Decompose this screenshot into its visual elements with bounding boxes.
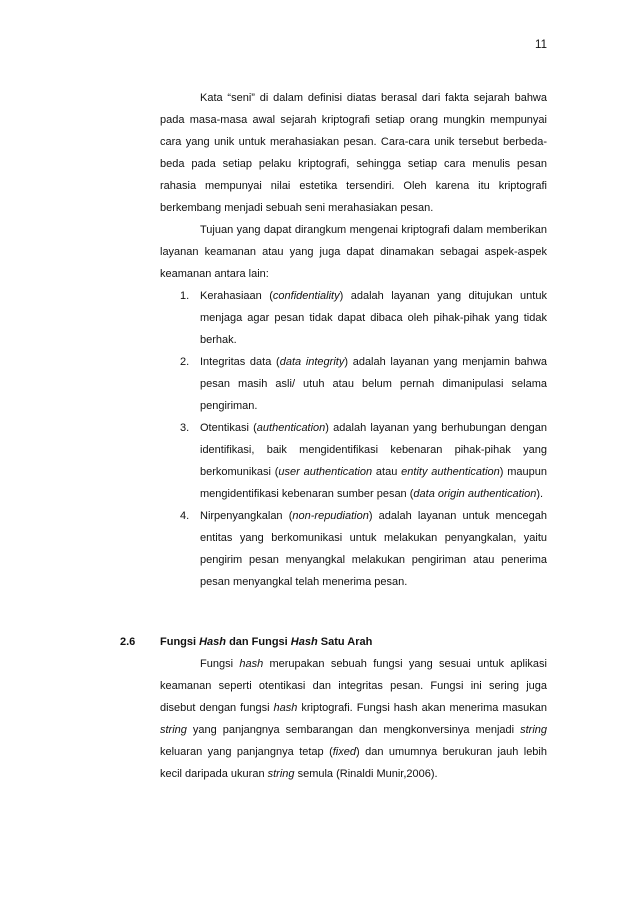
section-title: Satu Arah xyxy=(317,636,373,648)
list-term-en: data integrity xyxy=(279,356,345,368)
text-run-italic: string xyxy=(520,724,547,736)
section-title: Fungsi xyxy=(160,636,200,648)
text-run: keluaran yang panjangnya tetap ( xyxy=(160,746,333,758)
list-term-en: confidentiality xyxy=(272,290,340,302)
paragraph-seni: Kata “seni” di dalam definisi diatas berasal dari fakta sejarah bahwa pada masa-masa awal sejarah kriptografi setiap orang mungkin mempunyai cara yang unik untuk merahasiakan pesan. Cara-cara unik tersebut berbeda-beda pada setiap pelaku kriptografi, sehingga setiap cara menulis pesan rahasia mempunyai nilai estetika tersendiri. Oleh karena itu kriptografi berkembang menjadi sebuah seni merahasiakan pesan. xyxy=(160,92,547,214)
list-term-en: non-repudiation xyxy=(292,510,369,522)
list-term: Integritas data xyxy=(200,356,272,368)
text-run: ) dan umumnya berukuran jauh lebih kecil daripada ukuran xyxy=(160,746,547,780)
section-heading xyxy=(120,631,547,653)
list-number: 2. xyxy=(180,356,190,368)
text-run: yang panjangnya sembarangan dan mengkonversinya menjadi xyxy=(186,724,521,736)
text-run: Fungsi xyxy=(200,658,240,670)
paragraph-tujuan: Tujuan yang dapat dirangkum mengenai kriptografi dalam memberikan layanan keamanan atau yang juga dapat dinamakan sebagai aspek-aspek keamanan antara lain: xyxy=(160,224,547,280)
list-description: ) maupun mengidentifikasi kebenaran sumber pesan ( xyxy=(200,466,548,500)
list-item: 4. Nirpenyangkalan (non-repudiation) adalah layanan untuk mencegah entitas yang berkomunikasi untuk melakukan penyangkalan, yaitu pengirim pesan menyangkal melakukan pengiriman atau penerima pesan menyangkal telah menerima pesan. xyxy=(157,505,547,593)
list-number: 4. xyxy=(180,510,190,522)
section-title: Hash xyxy=(199,636,227,648)
list-term: Otentikasi xyxy=(200,422,249,434)
list-number: 3. xyxy=(180,422,190,434)
list-term: Kerahasiaan xyxy=(200,290,262,302)
list-description: adalah layanan yang berhubungan dengan identifikasi, baik mengidentifikasi kebenaran pihak-pihak yang berkomunikasi ( xyxy=(200,422,547,478)
page-number: 11 xyxy=(535,39,547,51)
text-run-italic: hash xyxy=(239,658,264,670)
list-number: 1. xyxy=(180,290,190,302)
text-run-italic: hash xyxy=(273,702,298,714)
section-number: 2.6 xyxy=(120,636,136,648)
text-run-italic: string xyxy=(160,724,187,736)
security-aspects-list xyxy=(160,285,547,593)
list-description: ). xyxy=(536,488,544,500)
text-run-italic: fixed xyxy=(332,746,356,758)
list-item: 1. Kerahasiaan (confidentiality) adalah layanan yang ditujukan untuk menjaga agar pesan tidak dapat dibaca oleh pihak-pihak yang tidak berhak. xyxy=(157,285,547,351)
list-item: 3. Otentikasi (authentication) adalah layanan yang berhubungan dengan identifikasi, baik mengidentifikasi kebenaran pihak-pihak yang berkomunikasi (user authentication atau entity authentication) maupun mengidentifikasi kebenaran sumber pesan (data origin authentication). xyxy=(157,417,547,505)
section-2-6 xyxy=(120,631,547,785)
text-run: semula (Rinaldi Munir,2006). xyxy=(294,768,438,780)
section-body xyxy=(160,653,547,785)
list-description: adalah layanan untuk mencegah entitas yang berkomunikasi untuk melakukan penyangkalan, yaitu pengirim pesan menyangkal melakukan pengiriman atau penerima pesan menyangkal telah menerima pesan. xyxy=(200,510,547,588)
text-run: merupakan sebuah fungsi yang sesuai untuk aplikasi keamanan seperti otentikasi dan integritas pesan. Fungsi ini sering juga disebut dengan fungsi xyxy=(160,658,547,714)
section-title: dan Fungsi xyxy=(226,636,291,648)
list-description: adalah layanan yang menjamin bahwa pesan masih asli/ utuh atau belum pernah dimanipulasi selama pengiriman. xyxy=(200,356,547,412)
text-run-italic: string xyxy=(267,768,295,780)
list-description: atau xyxy=(372,466,402,478)
text-run: kriptografi. Fungsi hash akan menerima masukan xyxy=(297,702,547,714)
list-term: Nirpenyangkalan xyxy=(200,510,283,522)
body-text xyxy=(160,87,547,593)
list-italic-term: data origin authentication xyxy=(413,488,537,500)
list-italic-term: user authentication xyxy=(278,466,373,478)
list-description: adalah layanan yang ditujukan untuk menjaga agar pesan tidak dapat dibaca oleh pihak-pihak yang tidak berhak. xyxy=(200,290,547,346)
paragraph-fungsi-hash xyxy=(160,653,547,785)
list-item: 2. Integritas data (data integrity) adalah layanan yang menjamin bahwa pesan masih asli/ utuh atau belum pernah dimanipulasi selama pengiriman. xyxy=(157,351,547,417)
list-term-en: authentication xyxy=(256,422,326,434)
list-italic-term: entity authentication xyxy=(401,466,500,478)
section-title: Hash xyxy=(290,636,318,648)
